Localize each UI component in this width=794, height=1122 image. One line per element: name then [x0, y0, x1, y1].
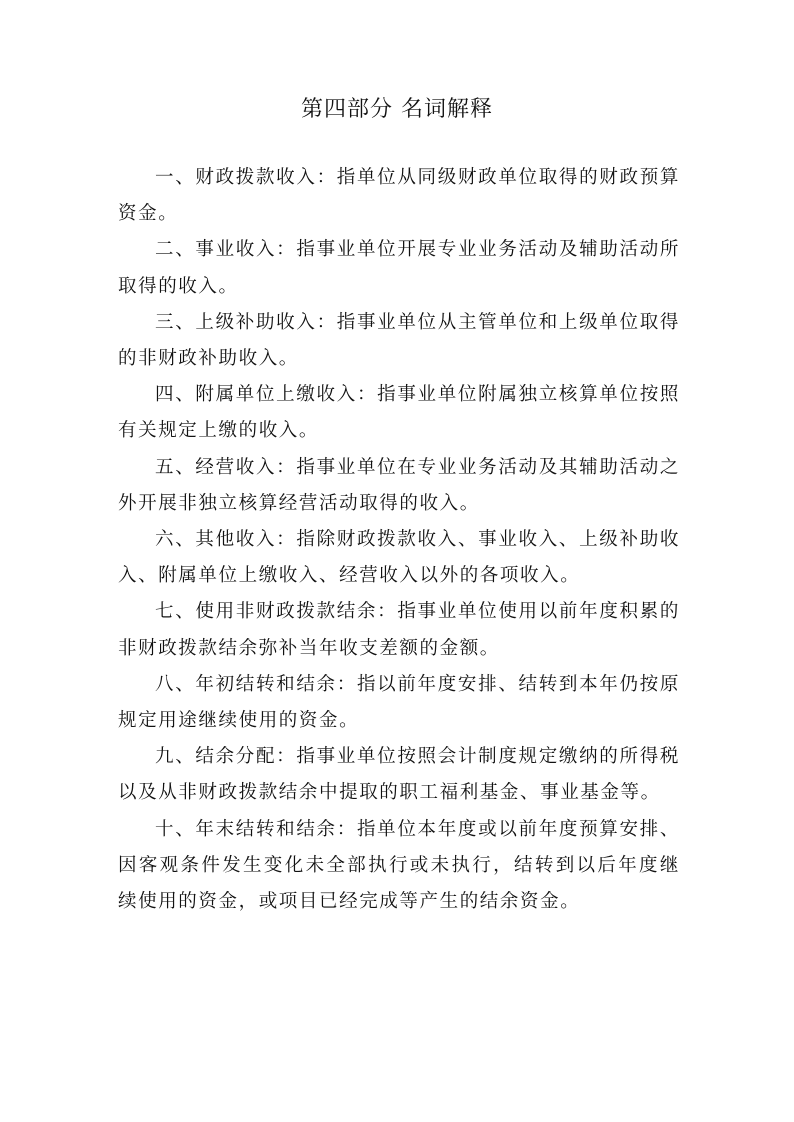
definition-term: 七、使用非财政拨款结余：	[155, 601, 398, 623]
definition-term: 五、经营收入：	[155, 456, 297, 478]
definition-paragraph-1	[118, 160, 680, 232]
definition-text: 指事业单位附属独立核算单位按照有关规定上缴的收入。	[118, 384, 680, 442]
definition-term: 二、事业收入：	[155, 239, 297, 261]
definition-text: 指事业单位开展专业业务活动及辅助活动所取得的收入。	[118, 239, 680, 297]
definition-paragraph-10	[118, 812, 680, 921]
definition-paragraph-8	[118, 667, 680, 739]
definition-paragraph-2	[118, 232, 680, 304]
definition-term: 四、附属单位上缴收入：	[155, 384, 378, 406]
definition-text: 指以前年度安排、结转到本年仍按原规定用途继续使用的资金。	[118, 673, 680, 732]
definition-term: 八、年初结转和结余：	[155, 673, 357, 695]
definition-text: 指事业单位使用以前年度积累的非财政拨款结余弥补当年收支差额的金额。	[118, 601, 681, 659]
definition-term: 十、年末结转和结余：	[155, 818, 357, 840]
definitions-body	[118, 160, 680, 920]
definition-term: 六、其他收入：	[155, 529, 297, 551]
definition-term: 一、财政拨款收入：	[155, 167, 337, 188]
definition-text: 指单位本年度或以前年度预算安排、因客观条件发生变化未全部执行或未执行，结转到以后年度继续使用的资金，或项目已经完成等产生的结余资金。	[118, 818, 680, 913]
definition-text: 指事业单位从主管单位和上级单位取得的非财政补助收入。	[118, 311, 680, 370]
definition-paragraph-7	[118, 594, 680, 666]
definition-text: 指除财政拨款收入、事业收入、上级补助收入、附属单位上缴收入、经营收入以外的各项收入。	[118, 529, 680, 587]
definition-term: 三、上级补助收入：	[155, 311, 337, 333]
definition-paragraph-3	[118, 305, 680, 377]
definition-term: 九、结余分配：	[155, 746, 297, 768]
definition-paragraph-4	[118, 377, 680, 449]
definition-text: 指事业单位按照会计制度规定缴纳的所得税以及从非财政拨款结余中提取的职工福利基金、事业基金等。	[118, 746, 680, 804]
definition-text: 指事业单位在专业业务活动及其辅助活动之外开展非独立核算经营活动取得的收入。	[118, 456, 680, 514]
definition-paragraph-5	[118, 450, 680, 522]
definition-paragraph-9	[118, 739, 680, 811]
definition-text: 指单位从同级财政单位取得的财政预算资金。	[118, 167, 680, 225]
page-title: 第四部分 名词解释	[301, 97, 493, 122]
definition-paragraph-6	[118, 522, 680, 594]
